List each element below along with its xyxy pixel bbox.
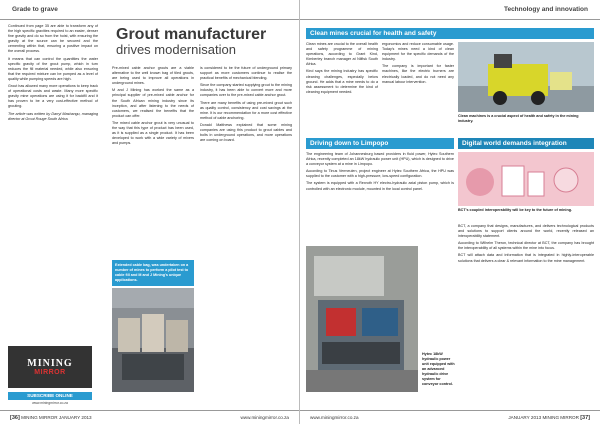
- footer-page: JANUARY 2013 MINING MIRROR [37]: [508, 414, 590, 421]
- right-page: [300, 0, 600, 424]
- article-title: [116, 26, 292, 57]
- digital-image: [458, 152, 594, 206]
- para: There are many benefits of using pre-mixed grout such as quality control, consistency and cost savings at the mine. It is our recommendation for a more cost effective method of cable anchoring.: [200, 100, 292, 120]
- para: Since the company started supplying grout to the mining industry, it has been able to convert more and more companies over to the pre-mixed cable anchor grout.: [200, 83, 292, 98]
- para: Grout has allowed many more operations to keep track of operational costs and waste. Many more specific gravity mine operations are using it for backfill and it has proven to be a very cost-effective method of grouting.: [8, 84, 98, 109]
- grout-column-2: [200, 66, 292, 392]
- limpopo-column: [306, 152, 454, 242]
- logo-line-2: MIRROR: [34, 369, 66, 376]
- para: The company is important for faster machines, like the electric burners are electrically loaded, and do not need any manual labour intervention.: [382, 64, 454, 84]
- clean-caption: Clean machines is a crucial aspect of health and safety in the mining industry.: [458, 114, 579, 123]
- para: According to Tinus Vermeulen, project engineer at Hytec Southern Africa, the HPU was supplied to the customer with a high-pressure, low-speed configuration.: [306, 169, 454, 179]
- digital-caption: BCT's coupled interoperability will be key to the future of mining.: [458, 208, 572, 212]
- clean-col-1: [306, 42, 378, 132]
- footer-url: www.miningmirror.co.za: [240, 415, 289, 420]
- grout-bags-photo: [112, 288, 194, 392]
- title-line-2: drives modernisation: [116, 42, 236, 57]
- grout-column-1: [112, 66, 194, 256]
- hpu-image: [306, 246, 418, 392]
- para: Clean mines are crucial to the overall health and safety programme of mining operations, according to Grant Kind, Kimberley branch manager at Nilfisk South Africa.: [306, 42, 378, 67]
- footer-url: www.miningmirror.co.za: [310, 415, 359, 420]
- footer-page: [36] MINING MIRROR JANUARY 2013: [10, 414, 92, 421]
- digital-photo: [458, 152, 594, 206]
- digital-banner: Digital world demands integration: [458, 138, 594, 149]
- left-header: [0, 0, 299, 20]
- para: Kind says the mining industry has specific cleaning challenges, especially below ground. He adds that a mine needs to do a risk assessment to determine the kind of cleaning equipment needed.: [306, 69, 378, 94]
- digital-column: [458, 224, 594, 392]
- hpu-caption: Hytec 18kW hydraulic power unit equipped with an advanced hydraulic drive system for conveyor control.: [422, 352, 455, 386]
- para: BCT, a company that designs, manufactures, and delivers technological products and solutions to support clients around the world, recently released an interoperability statement.: [458, 224, 594, 239]
- para: The engineering team of Johannesburg based providers in fluid power, Hytec Southern Africa, recently completed an 18kW hydraulic power unit (HPU), which is designed to drive a conveyor system at a mine in Limpopo.: [306, 152, 454, 167]
- subscribe-button[interactable]: SUBSCRIBE ONLINE: [8, 392, 92, 400]
- left-footer: [0, 410, 299, 424]
- right-footer: [300, 410, 600, 424]
- clean-col-2: [382, 42, 454, 132]
- section-label: Grade to grave: [12, 6, 58, 13]
- cleaning-machine-photo: [458, 42, 594, 112]
- grout-bags-image: [112, 288, 194, 392]
- para: is considered to be the future of underground primary support as more customers continue to realise the practical benefits of mechanical blending.: [200, 66, 292, 81]
- para: The system is equipped with a Rexroth HY electro-hydraulic axial piston pump, which is controlled with an electronic module, mounted in the local control panel.: [306, 181, 454, 191]
- section-label: Technology and innovation: [503, 6, 588, 13]
- limpopo-banner: Driving down to Limpopo: [306, 138, 454, 149]
- para: BCT will attach data and information that is integrated in highly-interoperable solutions that delivers a clear & relevant information to the mine management.: [458, 253, 594, 263]
- para: M and J Mining has worked the same as a principal supplier of pre-mixed cable anchor for the South African mining industry since its inception, and after listening to the needs of customers, we realised the benefits that the product can offer.: [112, 88, 194, 118]
- author-credit: The article was written by Darryl Mashangu, managing director at Grout Rouge South Africa.: [8, 111, 98, 121]
- hpu-photo: [306, 246, 418, 392]
- right-header: [300, 0, 600, 20]
- logo-line-1: MINING: [27, 358, 73, 369]
- para: Pre-mixed cable anchor grouts are a viable alternative to the well known bag of tiled grouts, are being used to improve all operations in underground mines.: [112, 66, 194, 86]
- title-line-1: Grout manufacturer: [116, 26, 267, 43]
- para: According to Wilhelm Theron, technical director at BCT, the company has brought the interoperability of all systems within the mine into focus.: [458, 241, 594, 251]
- cleaning-machine-image: [458, 42, 594, 112]
- mining-mirror-logo: [8, 346, 92, 388]
- para: It means that can control the quantities the water specific gravity of the grout pump, which in turn reduces the fill material needed, while also ensuring that the required mixture can be pumped as a level of quality while pumping speeds are high.: [8, 56, 98, 81]
- subscribe-url[interactable]: www.miningmirror.co.za: [32, 401, 68, 405]
- clean-mines-banner: Clean mines crucial for health and safety: [306, 28, 594, 39]
- para: ergonomics and reduce consumable usage. Today's mines need a kind of clean equipment for the specific demands of the industry.: [382, 42, 454, 62]
- photo-caption: Extended cable bag, was undertaken on a number of mines to perform a pilot test to cable fill and M and J Mining's unique applications.: [112, 260, 194, 286]
- para: Continued from page 35 are able to transform any of the high specific gravities required to an easier, denser fine gravity and do so from the hoist, with ensuring the gravity at the source can be secured and the cementing within that, ensuring a positive impact on the overall process.: [8, 24, 98, 54]
- para: The mixed cable anchor grout is very unusual to the way that this type of product has been used, as it is supplied as a single product. It has been developed to work with a wide variety of mixers and pumps.: [112, 120, 194, 146]
- article-column-continued: [8, 24, 98, 344]
- para: Donald Matthews explained that some mining companies are using this product to grout cables and bolts in underground operations, and more operations are coming on board.: [200, 122, 292, 143]
